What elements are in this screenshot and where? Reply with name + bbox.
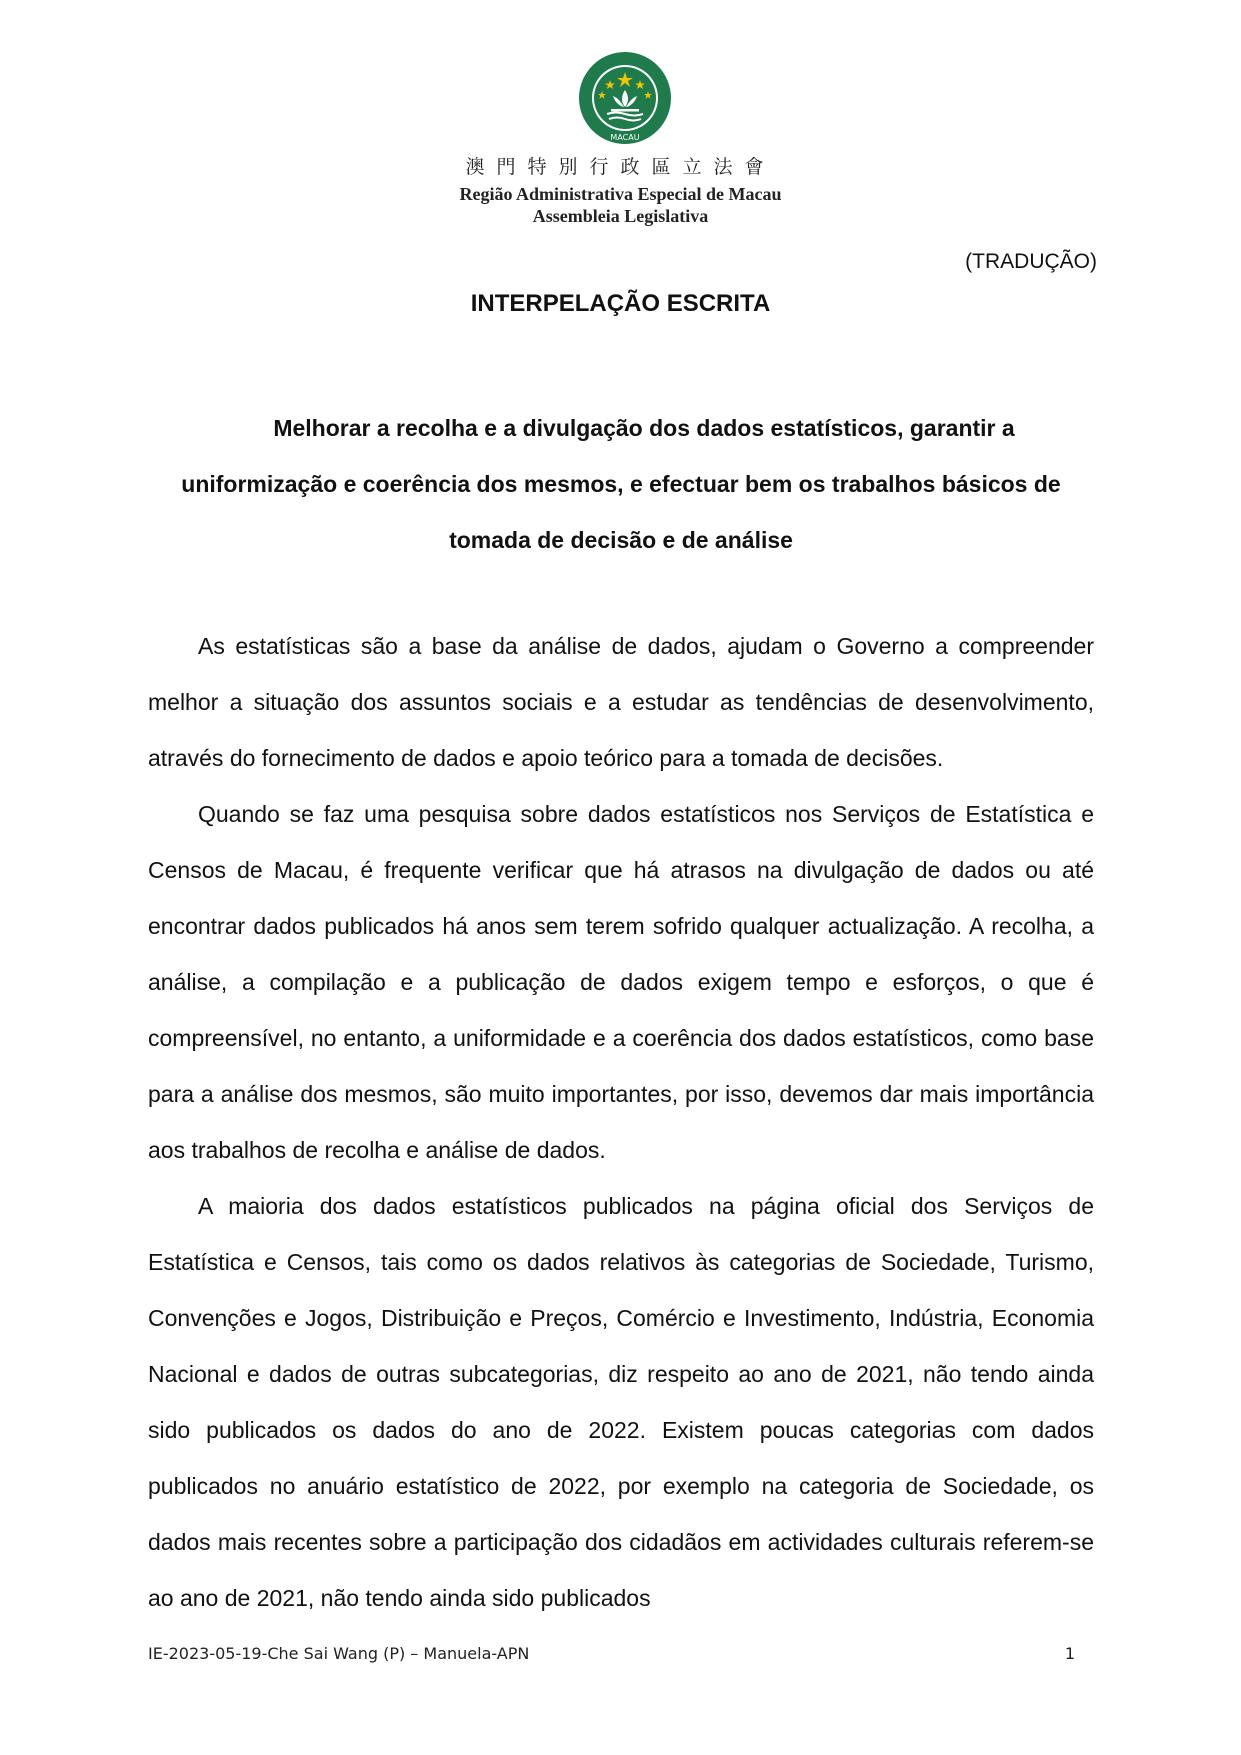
org-name-chinese: 澳門特別行政區立法會 xyxy=(465,156,776,178)
paragraph: Quando se faz uma pesquisa sobre dados estatísticos nos Serviços de Estatística e Censos de Macau, é frequente verificar que há atrasos na divulgação de dados ou até encontrar dados publicados há anos sem terem sofrido qualquer actualização. A recolha, a análise, a compilação e a publicação de dados exigem tempo e esforços, o que é compreensível, no entanto, a uniformidade e a coerência dos dados estatísticos, como base para a análise dos mesmos, são muito importantes, por isso, devemos dar mais importância aos trabalhos de recolha e análise de dados. xyxy=(148,801,1094,1163)
body-text xyxy=(148,618,1094,1626)
macau-emblem-icon xyxy=(577,50,673,146)
translation-note: (TRADUÇÃO) xyxy=(965,250,1097,273)
org-name-portuguese xyxy=(0,183,1241,227)
interpellation-title: Melhorar a recolha e a divulgação dos dados estatísticos, garantir a uniformização e coerência dos mesmos, e efectuar bem os trabalhos básicos de tomada de decisão e de análise xyxy=(181,415,1061,553)
paragraph: A maioria dos dados estatísticos publicados na página oficial dos Serviços de Estatística e Censos, tais como os dados relativos às categorias de Sociedade, Turismo, Convenções e Jogos, Distribuição e Preços, Comércio e Investimento, Indústria, Economia Nacional e dados de outras subcategorias, diz respeito ao ano de 2021, não tendo ainda sido publicados os dados do ano de 2022. Existem poucas categorias com dados publicados no anuário estatístico de 2022, por exemplo na categoria de Sociedade, os dados mais recentes sobre a participação dos cidadãos em actividades culturais referem-se ao ano de 2021, não tendo ainda sido publicados xyxy=(148,1193,1094,1611)
paragraph: As estatísticas são a base da análise de dados, ajudam o Governo a compreender melhor a situação dos assuntos sociais e a estudar as tendências de desenvolvimento, através do fornecimento de dados e apoio teórico para a tomada de decisões. xyxy=(148,633,1094,771)
footer-reference: IE-2023-05-19-Che Sai Wang (P) – Manuela-APN xyxy=(148,1644,530,1663)
document-type-heading: INTERPELAÇÃO ESCRITA xyxy=(470,290,771,317)
org-name-line2: Assembleia Legislativa xyxy=(532,206,709,226)
org-name-line1: Região Administrativa Especial de Macau xyxy=(459,184,782,204)
page-number: 1 xyxy=(1064,1644,1075,1663)
emblem-label: MACAU xyxy=(610,133,640,142)
